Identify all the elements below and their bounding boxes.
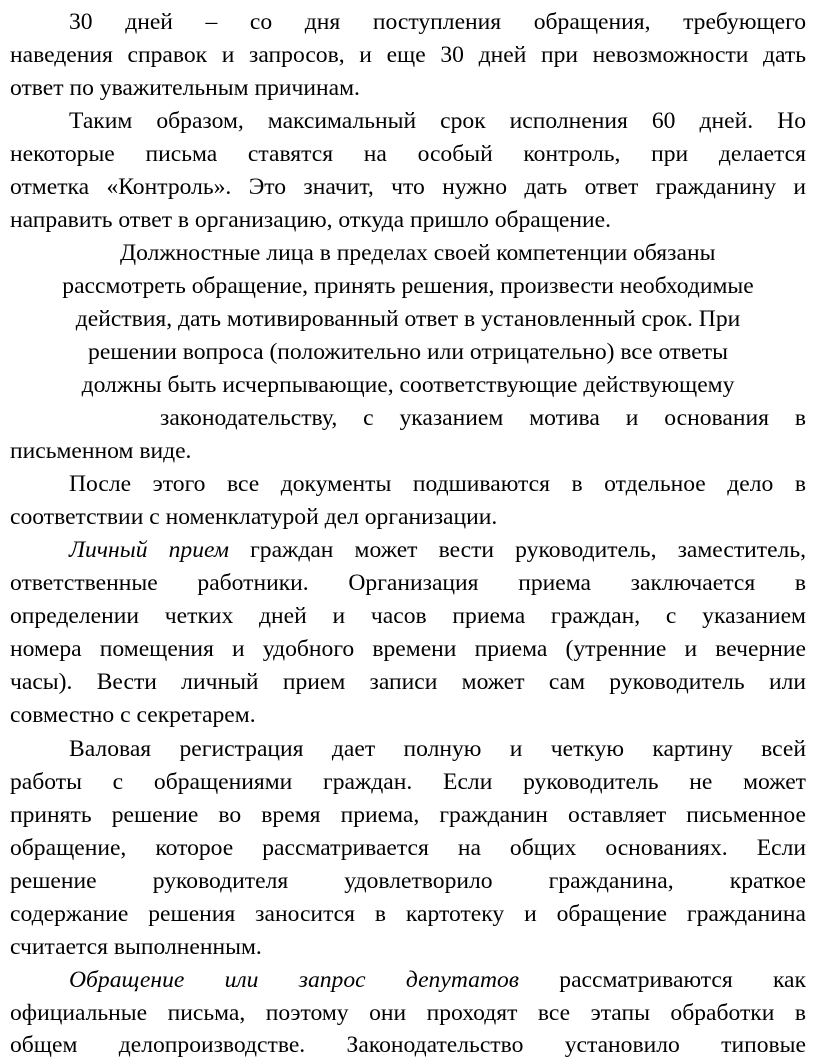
text-line: направить ответ в организацию, откуда пришло обращение. — [10, 207, 612, 233]
text-line: Должностные лица в пределах своей компетенции обязаны — [120, 240, 716, 266]
text-line: обращение, которое рассматривается на общих основаниях. Если — [10, 835, 806, 861]
text-line: определении четких дней и часов приема граждан, с указанием — [10, 603, 806, 629]
italic-term: Обращение или запрос депутатов — [69, 967, 520, 993]
text-line: считается выполненным. — [10, 934, 262, 960]
text-line: Валовая регистрация дает полную и четкую картину всей — [69, 736, 806, 762]
text-line: письменном виде. — [10, 438, 192, 464]
text-line: официальные письма, поэтому они проходят все этапы обработки в — [10, 1000, 806, 1026]
text-fragment: граждан может вести руководитель, заместитель, — [228, 537, 806, 563]
text-line — [69, 964, 806, 996]
text-line: часы). Вести личный прием записи может сам руководитель или — [10, 669, 806, 695]
text-line: ответ по уважительным причинам. — [10, 75, 360, 101]
italic-term: Личный прием — [69, 537, 229, 563]
text-line — [69, 534, 806, 566]
text-line: содержание решения заносится в картотеку и обращение гражданина — [10, 901, 806, 927]
text-line: После этого все документы подшиваются в отдельное дело в — [69, 471, 806, 497]
text-line: общем делопроизводстве. Законодательство установило типовые — [10, 1032, 806, 1058]
text-line: 30 дней – со дня поступления обращения, требующего — [69, 9, 806, 35]
text-line: законодательству, с указанием мотива и основания в — [160, 405, 806, 431]
text-line: принять решение во время приема, гражданин оставляет письменное — [10, 802, 806, 828]
text-line: рассмотреть обращение, принять решения, произвести необходимые — [62, 273, 754, 299]
text-line: номера помещения и удобного времени приема (утренние и вечерние — [10, 636, 806, 662]
text-line: отметка «Контроль». Это значит, что нужно дать ответ гражданину и — [10, 174, 806, 200]
text-fragment: рассматриваются как — [519, 967, 806, 993]
text-line: совместно с секретарем. — [10, 702, 256, 728]
text-line: решении вопроса (положительно или отрицательно) все ответы — [88, 339, 728, 365]
text-line: должны быть исчерпывающие, соответствующие действующему — [81, 372, 735, 398]
text-line: наведения справок и запросов, и еще 30 дней при невозможности дать — [10, 42, 806, 68]
text-line: решение руководителя удовлетворило гражданина, краткое — [10, 868, 806, 894]
text-line: некоторые письма ставятся на особый контроль, при делается — [10, 141, 806, 167]
text-line: работы с обращениями граждан. Если руководитель не может — [10, 769, 806, 795]
text-line: ответственные работники. Организация приема заключается в — [10, 570, 806, 596]
text-line: Таким образом, максимальный срок исполнения 60 дней. Но — [69, 108, 806, 134]
text-line: соответствии с номенклатурой дел организации. — [10, 504, 498, 530]
text-line: действия, дать мотивированный ответ в установленный срок. При — [75, 306, 741, 332]
